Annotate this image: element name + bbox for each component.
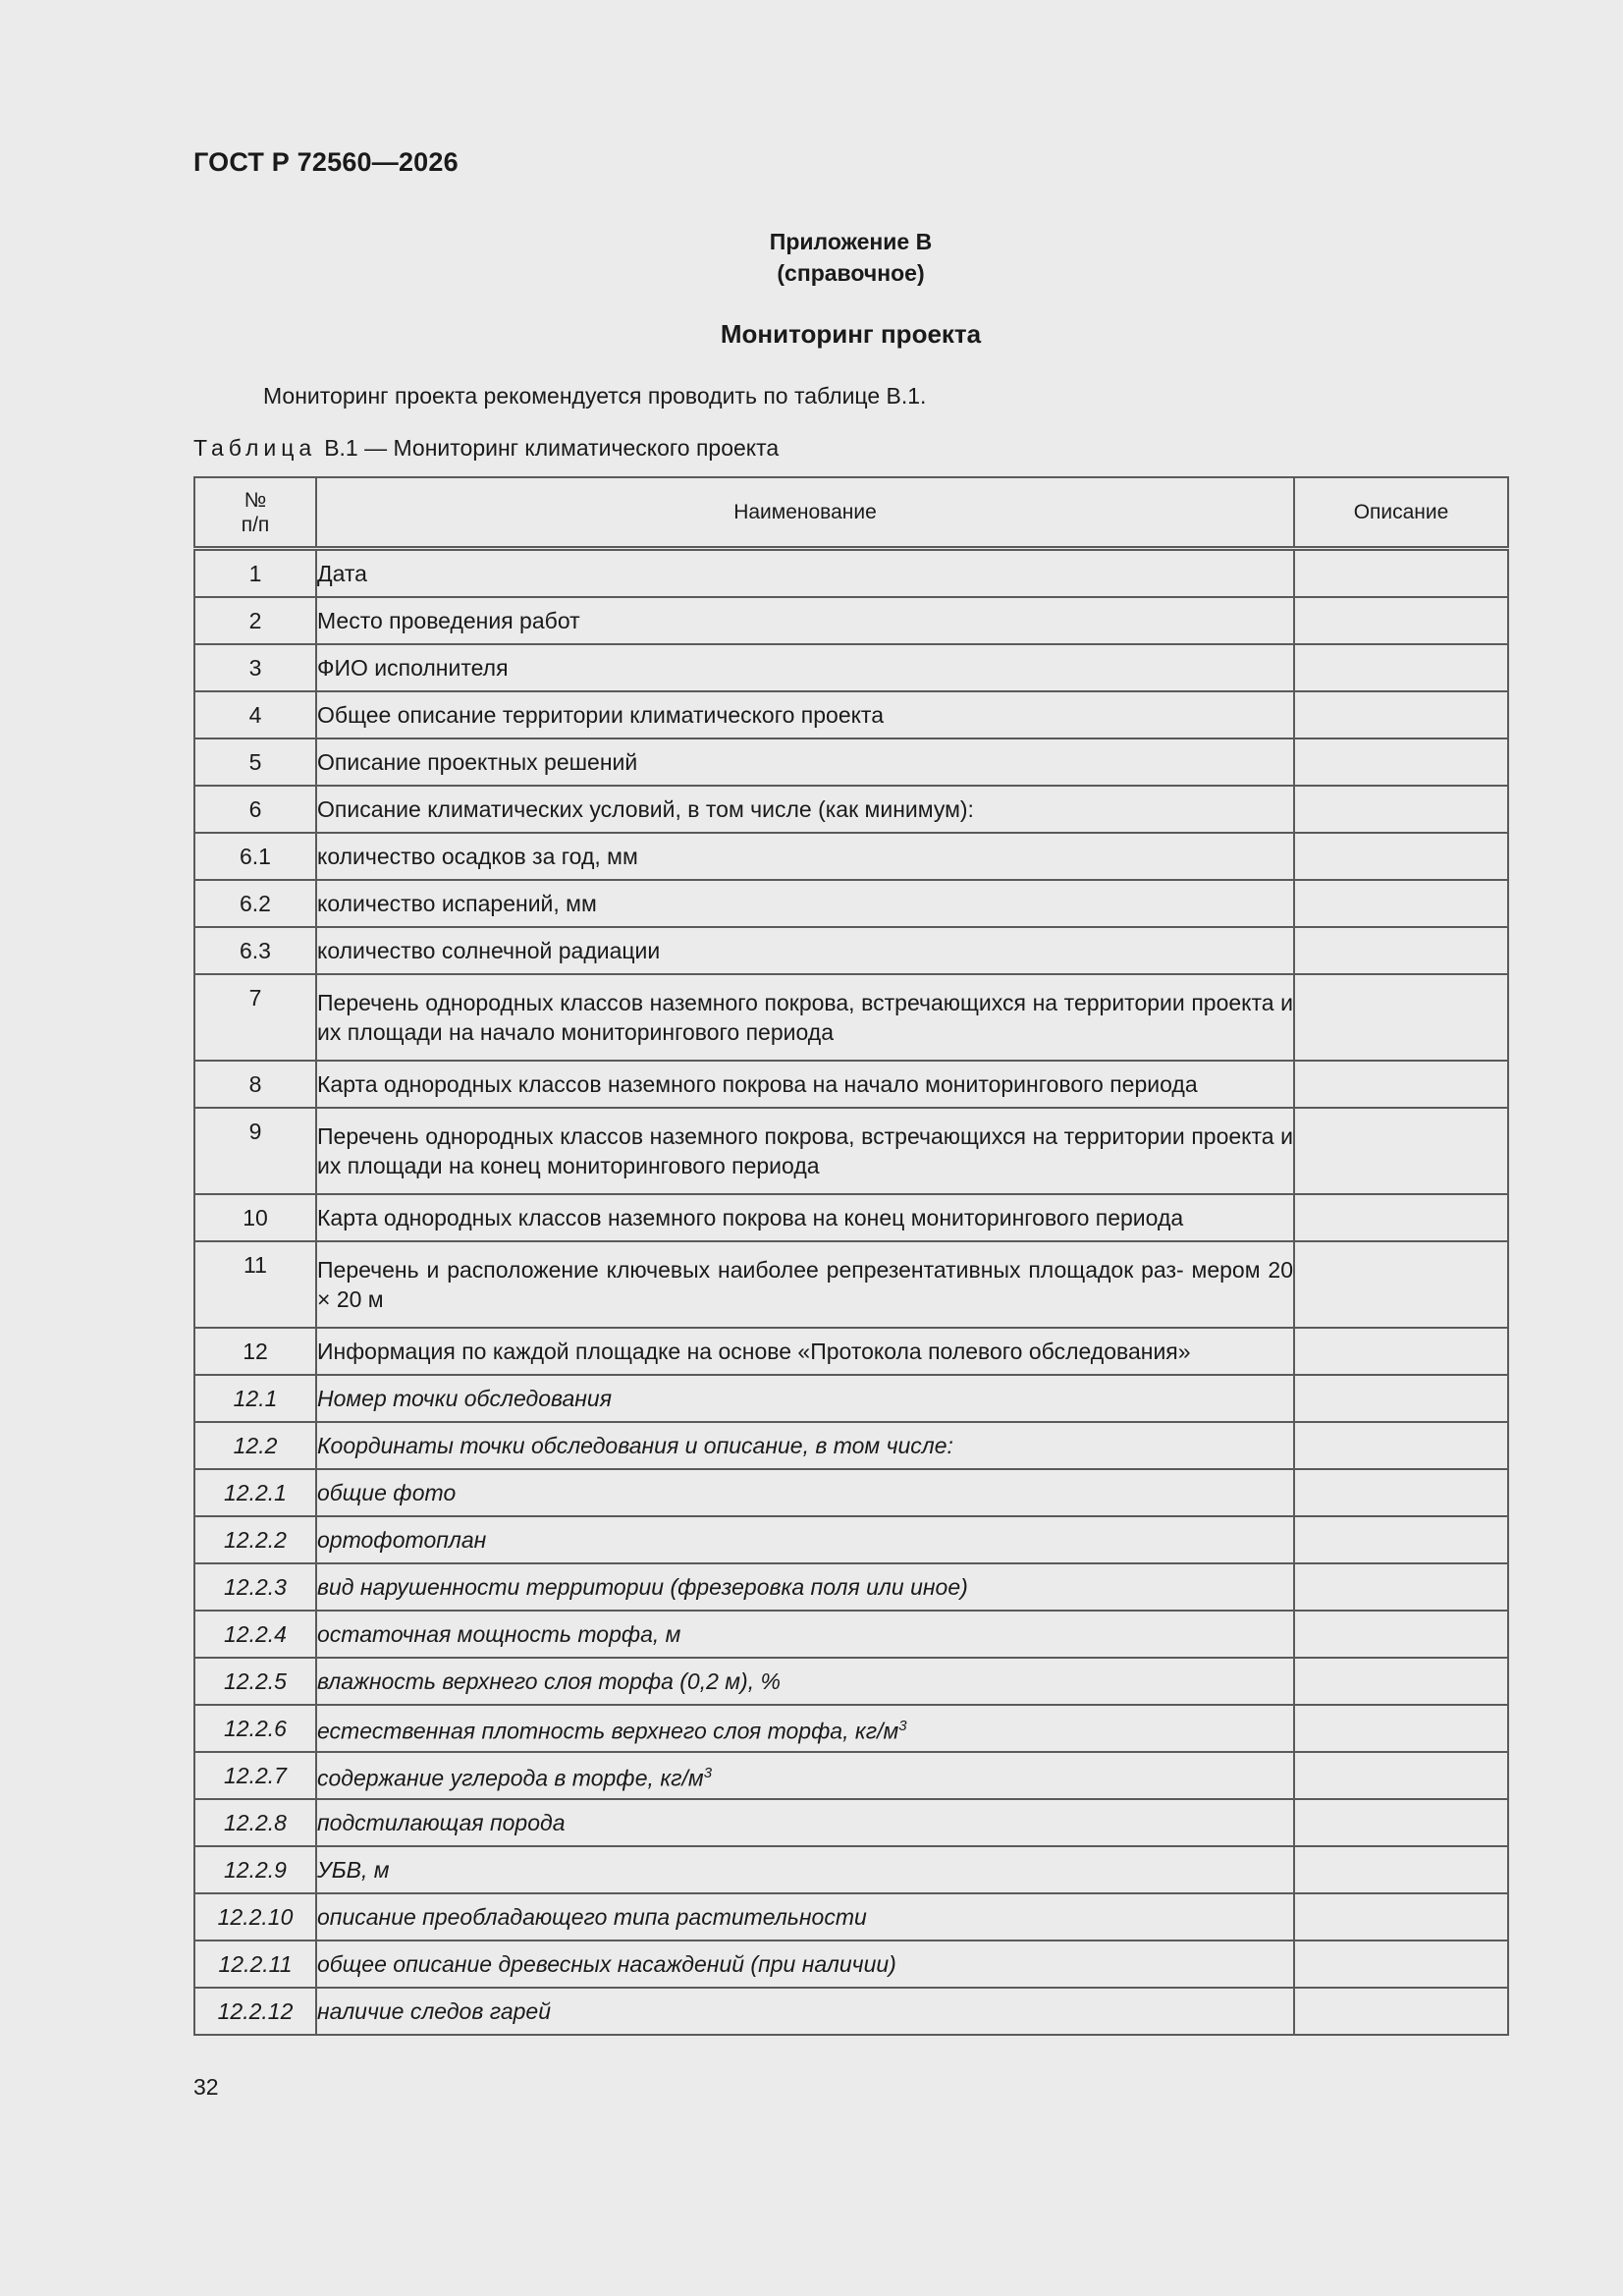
row-description — [1294, 691, 1508, 738]
row-name-text: ортофотоплан — [317, 1527, 487, 1553]
row-name — [316, 1241, 1294, 1328]
row-description — [1294, 1563, 1508, 1611]
row-name — [316, 833, 1294, 880]
table-caption — [193, 435, 779, 462]
row-number: 12.2.2 — [194, 1516, 316, 1563]
row-description — [1294, 1658, 1508, 1705]
table-row — [194, 1241, 1508, 1328]
row-name — [316, 1375, 1294, 1422]
row-number: 12.2 — [194, 1422, 316, 1469]
row-number: 12.2.12 — [194, 1988, 316, 2035]
table-header-row — [194, 477, 1508, 549]
row-description — [1294, 1328, 1508, 1375]
row-name-text: Координаты точки обследования и описание, в том числе: — [317, 1433, 953, 1458]
intro-paragraph: Мониторинг проекта рекомендуется проводить по таблице В.1. — [263, 383, 927, 409]
row-description — [1294, 974, 1508, 1061]
row-name-text: общие фото — [317, 1480, 457, 1505]
row-name-text: естественная плотность верхнего слоя торфа, кг/м — [317, 1718, 899, 1744]
row-number: 12.2.3 — [194, 1563, 316, 1611]
row-number: 12.2.6 — [194, 1705, 316, 1752]
row-description — [1294, 833, 1508, 880]
row-name-text: общее описание древесных насаждений (при наличии) — [317, 1951, 896, 1977]
row-name-text: вид нарушенности территории (фрезеровка поля или иное) — [317, 1574, 968, 1600]
table-body — [194, 549, 1508, 2036]
table-row — [194, 1108, 1508, 1194]
row-description — [1294, 1108, 1508, 1194]
row-number: 12.2.1 — [194, 1469, 316, 1516]
row-name — [316, 1941, 1294, 1988]
header-number: № п/п — [194, 477, 316, 549]
row-name — [316, 927, 1294, 974]
row-name-text: Перечень однородных классов наземного покрова, встречающихся на территории проекта и их площади на начало мониторингового периода — [317, 990, 1293, 1045]
row-name-text: Описание проектных решений — [317, 749, 638, 775]
table-row — [194, 927, 1508, 974]
row-description — [1294, 597, 1508, 644]
row-name — [316, 1328, 1294, 1375]
row-name-text: остаточная мощность торфа, м — [317, 1621, 681, 1647]
row-name — [316, 1611, 1294, 1658]
header-name: Наименование — [316, 477, 1294, 549]
row-name-text: УБВ, м — [317, 1857, 390, 1883]
table-caption-text: В.1 — Мониторинг климатического проекта — [324, 435, 780, 461]
row-number: 12.2.9 — [194, 1846, 316, 1893]
row-number: 12.2.5 — [194, 1658, 316, 1705]
table-row — [194, 1375, 1508, 1422]
row-name-text: Карта однородных классов наземного покрова на конец мониторингового периода — [317, 1205, 1184, 1230]
section-title: Мониторинг проекта — [720, 319, 982, 349]
row-name — [316, 880, 1294, 927]
row-number: 10 — [194, 1194, 316, 1241]
row-name-superscript: 3 — [898, 1717, 907, 1734]
row-name — [316, 1846, 1294, 1893]
row-name — [316, 1752, 1294, 1799]
row-description — [1294, 549, 1508, 598]
row-name — [316, 1469, 1294, 1516]
row-name — [316, 738, 1294, 786]
table-row — [194, 1893, 1508, 1941]
table-row — [194, 691, 1508, 738]
row-number: 7 — [194, 974, 316, 1061]
row-name — [316, 1658, 1294, 1705]
row-name — [316, 597, 1294, 644]
row-name — [316, 1061, 1294, 1108]
table-row — [194, 1469, 1508, 1516]
row-name-text: Перечень однородных классов наземного покрова, встречающихся на территории проекта и их площади на конец мониторингового периода — [317, 1123, 1293, 1178]
table-row — [194, 1328, 1508, 1375]
row-name-text: Перечень и расположение ключевых наиболее репрезентативных площадок раз- мером 20 × 20 м — [317, 1257, 1293, 1312]
row-name-text: количество солнечной радиации — [317, 938, 661, 963]
row-name-text: описание преобладающего типа растительности — [317, 1904, 867, 1930]
table-row — [194, 833, 1508, 880]
header-description: Описание — [1294, 477, 1508, 549]
row-name — [316, 1705, 1294, 1752]
row-name — [316, 1893, 1294, 1941]
row-name — [316, 1563, 1294, 1611]
monitoring-table — [193, 476, 1509, 2036]
row-number: 6.3 — [194, 927, 316, 974]
row-name — [316, 1194, 1294, 1241]
table-row — [194, 1563, 1508, 1611]
row-description — [1294, 1375, 1508, 1422]
row-number: 11 — [194, 1241, 316, 1328]
row-name — [316, 644, 1294, 691]
row-name-text: Описание климатических условий, в том числе (как минимум): — [317, 796, 974, 822]
row-description — [1294, 786, 1508, 833]
row-number: 12 — [194, 1328, 316, 1375]
row-description — [1294, 1516, 1508, 1563]
row-name-text: подстилающая порода — [317, 1810, 566, 1835]
row-number: 6.1 — [194, 833, 316, 880]
row-name — [316, 691, 1294, 738]
table-row — [194, 549, 1508, 598]
table-row — [194, 644, 1508, 691]
document-header: ГОСТ Р 72560—2026 — [193, 147, 459, 177]
row-description — [1294, 1941, 1508, 1988]
row-name-text: Карта однородных классов наземного покрова на начало мониторингового периода — [317, 1071, 1198, 1097]
row-name-text: ФИО исполнителя — [317, 655, 509, 681]
row-description — [1294, 1705, 1508, 1752]
row-number: 4 — [194, 691, 316, 738]
row-number: 3 — [194, 644, 316, 691]
row-number: 12.1 — [194, 1375, 316, 1422]
row-name — [316, 1516, 1294, 1563]
appendix-status: (справочное) — [777, 260, 925, 286]
row-number: 6.2 — [194, 880, 316, 927]
row-description — [1294, 738, 1508, 786]
row-number: 6 — [194, 786, 316, 833]
row-name — [316, 549, 1294, 598]
row-name — [316, 974, 1294, 1061]
appendix-title — [0, 226, 1623, 289]
row-number: 5 — [194, 738, 316, 786]
row-description — [1294, 1061, 1508, 1108]
table-row — [194, 1941, 1508, 1988]
row-description — [1294, 1194, 1508, 1241]
table-row — [194, 786, 1508, 833]
page-number: 32 — [193, 2074, 219, 2100]
table-row — [194, 1705, 1508, 1752]
row-number: 2 — [194, 597, 316, 644]
table-row — [194, 1658, 1508, 1705]
row-number: 12.2.8 — [194, 1799, 316, 1846]
row-name-text: наличие следов гарей — [317, 1998, 551, 2024]
row-description — [1294, 1241, 1508, 1328]
table-caption-prefix: Таблица — [193, 435, 317, 461]
row-name — [316, 1422, 1294, 1469]
row-number: 12.2.4 — [194, 1611, 316, 1658]
row-name — [316, 1108, 1294, 1194]
table-row — [194, 974, 1508, 1061]
table-row — [194, 1422, 1508, 1469]
row-number: 9 — [194, 1108, 316, 1194]
row-description — [1294, 1799, 1508, 1846]
row-name-text: содержание углерода в торфе, кг/м — [317, 1765, 704, 1791]
row-number: 12.2.11 — [194, 1941, 316, 1988]
row-description — [1294, 1611, 1508, 1658]
table-row — [194, 738, 1508, 786]
row-description — [1294, 927, 1508, 974]
table-row — [194, 1799, 1508, 1846]
row-description — [1294, 1752, 1508, 1799]
table-row — [194, 1988, 1508, 2035]
table-row — [194, 1194, 1508, 1241]
row-description — [1294, 1469, 1508, 1516]
table-row — [194, 1516, 1508, 1563]
row-name-superscript: 3 — [703, 1764, 713, 1781]
table-row — [194, 597, 1508, 644]
row-name-text: Информация по каждой площадке на основе «Протокола полевого обследования» — [317, 1339, 1191, 1364]
row-description — [1294, 1893, 1508, 1941]
table-row — [194, 1061, 1508, 1108]
row-description — [1294, 1988, 1508, 2035]
row-description — [1294, 880, 1508, 927]
row-name-text: Номер точки обследования — [317, 1386, 613, 1411]
row-name-text: Дата — [317, 561, 367, 586]
row-description — [1294, 1422, 1508, 1469]
row-name-text: количество испарений, мм — [317, 891, 597, 916]
row-number: 1 — [194, 549, 316, 598]
row-name — [316, 1988, 1294, 2035]
row-description — [1294, 1846, 1508, 1893]
table-row — [194, 880, 1508, 927]
appendix-label: Приложение В — [769, 229, 933, 254]
row-number: 12.2.7 — [194, 1752, 316, 1799]
row-name-text: количество осадков за год, мм — [317, 844, 638, 869]
table-row — [194, 1752, 1508, 1799]
row-description — [1294, 644, 1508, 691]
row-name-text: влажность верхнего слоя торфа (0,2 м), % — [317, 1668, 781, 1694]
row-name — [316, 786, 1294, 833]
row-number: 8 — [194, 1061, 316, 1108]
row-number: 12.2.10 — [194, 1893, 316, 1941]
table-row — [194, 1846, 1508, 1893]
row-name-text: Общее описание территории климатического проекта — [317, 702, 884, 728]
row-name-text: Место проведения работ — [317, 608, 580, 633]
row-name — [316, 1799, 1294, 1846]
table-row — [194, 1611, 1508, 1658]
